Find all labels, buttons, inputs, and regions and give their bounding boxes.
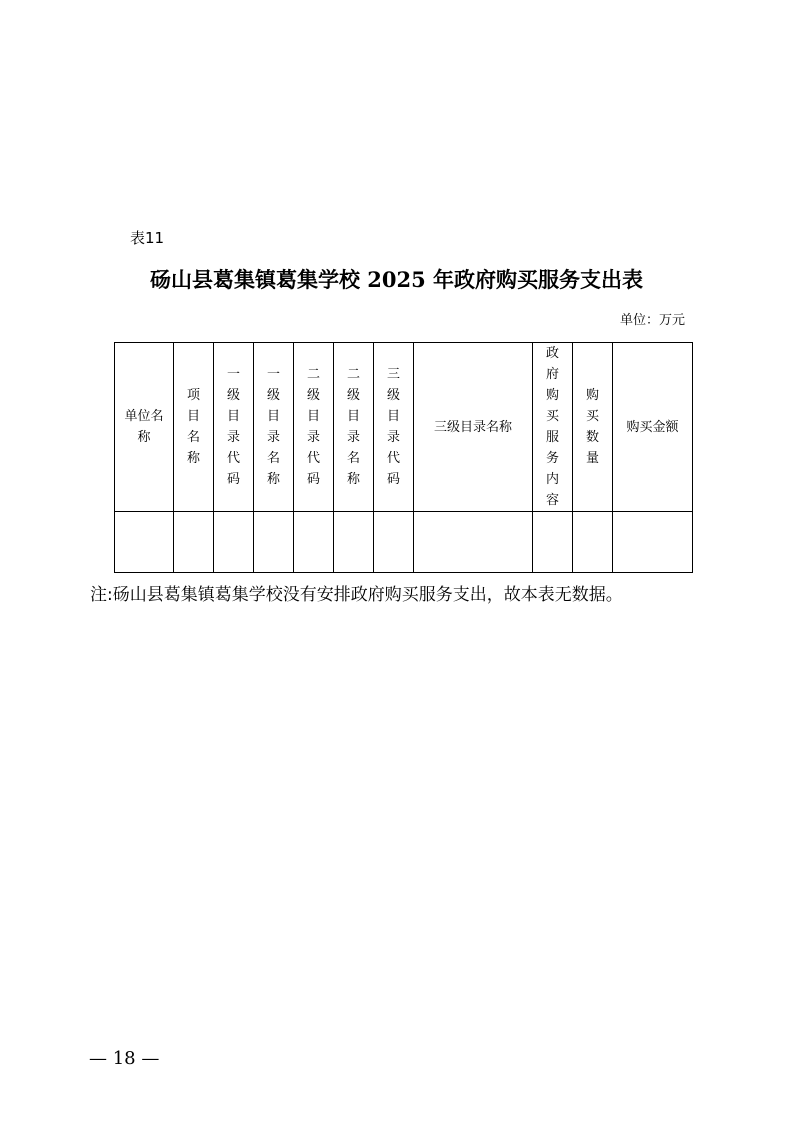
table-cell [115,512,174,573]
header-level2-code: 二级目录代码 [294,343,334,512]
table-cell [174,512,214,573]
table-cell [334,512,374,573]
header-level3-name: 三级目录名称 [414,343,533,512]
table-cell [573,512,613,573]
table-cell [533,512,573,573]
document-title: 砀山县葛集镇葛集学校 2025 年政府购买服务支出表 [149,267,644,292]
table-cell [254,512,294,573]
unit-label: 单位：万元 [619,313,685,328]
header-project-name: 项目名称 [174,343,214,512]
table-cell [374,512,414,573]
header-level3-code: 三级目录代码 [374,343,414,512]
page-number: — 18 — [89,1048,160,1069]
table-header-row [115,343,693,512]
table-cell [414,512,533,573]
table-row [115,512,693,573]
header-level1-code: 一级目录代码 [214,343,254,512]
table-note: 注:砀山县葛集镇葛集学校没有安排政府购买服务支出，故本表无数据。 [90,585,623,605]
header-unit-name: 单位名称 [115,343,174,512]
table-cell [214,512,254,573]
table-label: 表11 [130,229,165,247]
header-quantity: 购买数量 [573,343,613,512]
table-cell [613,512,693,573]
header-level1-name: 一级目录名称 [254,343,294,512]
header-level2-name: 二级目录名称 [334,343,374,512]
header-amount: 购买金额 [613,343,693,512]
header-service-content: 政府购买服务内容 [533,343,573,512]
table-cell [294,512,334,573]
purchase-services-table [114,342,693,573]
